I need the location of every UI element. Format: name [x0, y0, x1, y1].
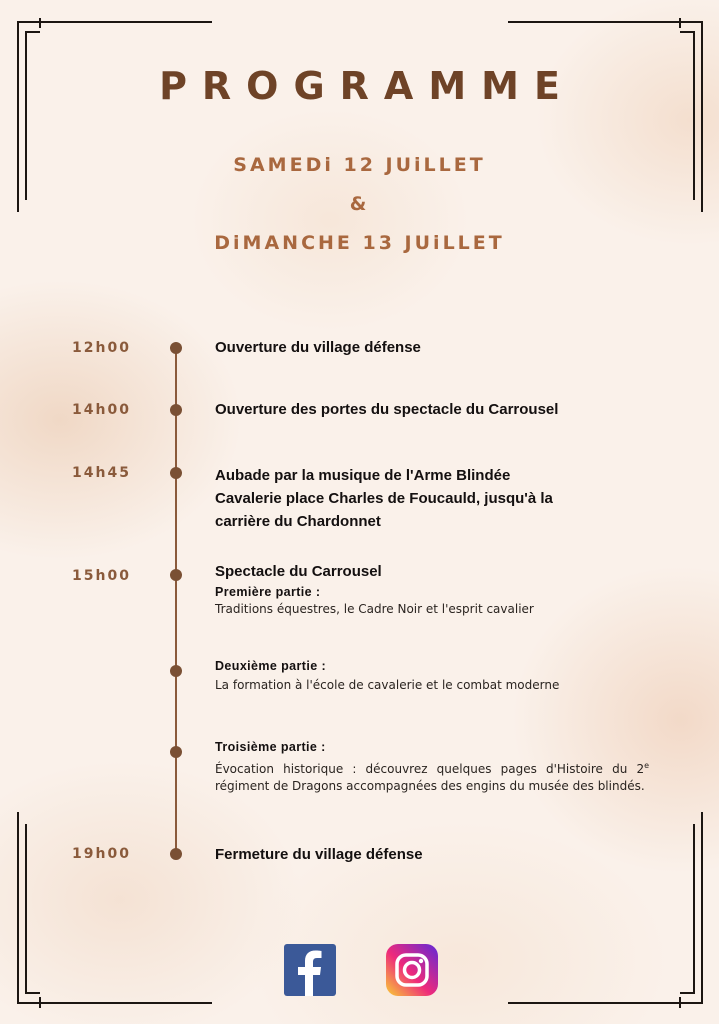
part-text: régiment de Dragons accompagnées des engins du musée des blindés.	[215, 779, 645, 793]
event-title: Ouverture du village défense	[215, 339, 421, 356]
event-title-line: carrière du Chardonnet	[215, 513, 381, 530]
superscript: e	[644, 761, 649, 770]
part-description	[215, 757, 649, 795]
event-title: Ouverture des portes du spectacle du Carrousel	[215, 401, 559, 418]
part-description: Traditions équestres, le Cadre Noir et l'esprit cavalier	[215, 602, 534, 616]
part-label: Deuxième partie :	[215, 659, 327, 673]
timeline-dot	[170, 467, 182, 479]
timeline-dot	[170, 404, 182, 416]
time-label: 19h00	[72, 846, 131, 862]
time-label: 12h00	[72, 340, 131, 356]
date-sunday: DiMANCHE 13 JUiLLET	[214, 232, 505, 254]
timeline-dot	[170, 569, 182, 581]
event-title-line: Aubade par la musique de l'Arme Blindée	[215, 467, 511, 484]
part-label: Troisième partie :	[215, 740, 326, 754]
event-title	[215, 464, 649, 533]
part-text: Évocation historique : découvrez quelques pages d'Histoire du 2	[215, 762, 645, 776]
facebook-icon[interactable]	[284, 944, 336, 996]
date-saturday: SAMEDi 12 JUiLLET	[233, 154, 486, 176]
timeline-line	[175, 348, 177, 854]
timeline-dot	[170, 665, 182, 677]
event-title: Fermeture du village défense	[215, 846, 423, 863]
time-label: 14h45	[72, 465, 131, 481]
time-label: 14h00	[72, 402, 131, 418]
part-label: Première partie :	[215, 585, 321, 599]
event-title-line: Cavalerie place Charles de Foucauld, jusqu'à la	[215, 490, 553, 507]
page-title: PROGRAMME	[159, 64, 575, 108]
part-description: La formation à l'école de cavalerie et le combat moderne	[215, 678, 560, 692]
instagram-icon[interactable]	[386, 944, 438, 996]
time-label: 15h00	[72, 568, 131, 584]
event-title: Spectacle du Carrousel	[215, 563, 382, 580]
timeline-dot	[170, 848, 182, 860]
date-ampersand: &	[349, 193, 370, 215]
timeline-dot	[170, 746, 182, 758]
timeline-dot	[170, 342, 182, 354]
